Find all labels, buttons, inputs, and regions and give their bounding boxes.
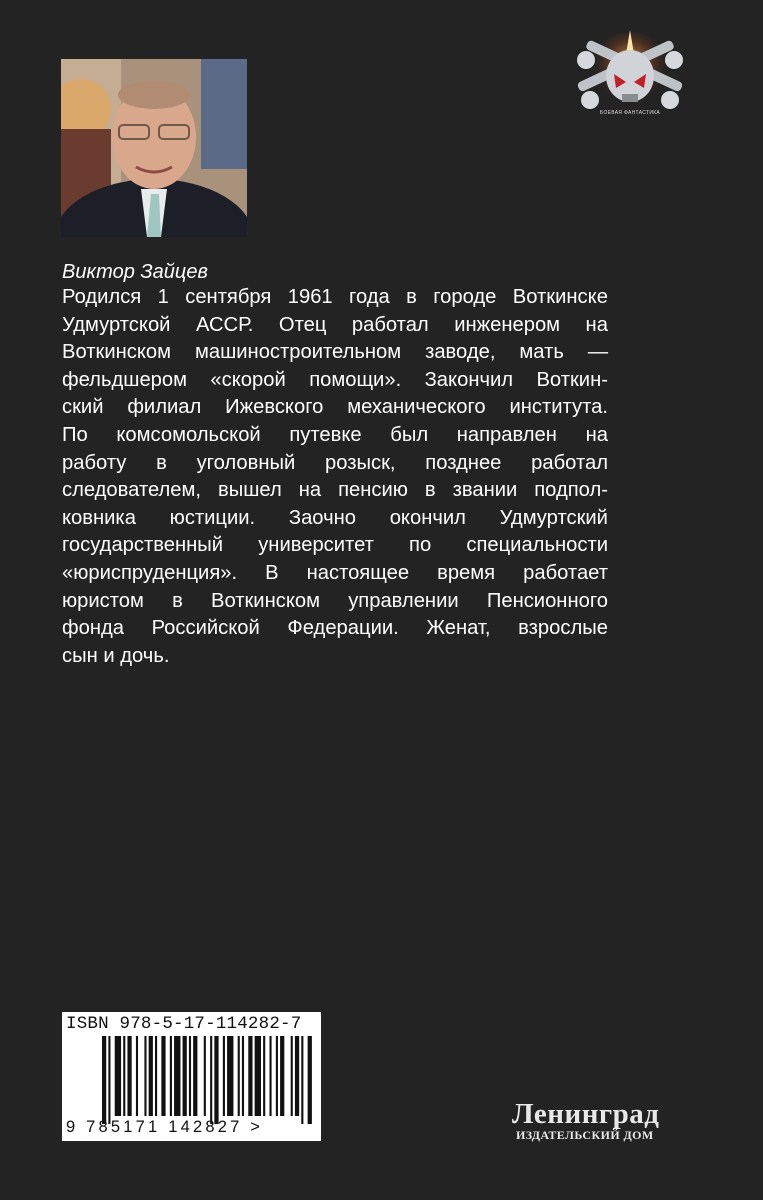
bio-line: «юриспруденция». В настоящее время работает	[62, 561, 608, 584]
author-photo	[61, 59, 247, 237]
barcode-bar	[189, 1036, 191, 1116]
bio-line: юристом в Воткинском управлении Пенсионного	[62, 589, 608, 612]
barcode-bar	[223, 1036, 225, 1116]
barcode-bar	[174, 1036, 180, 1116]
barcode-bar	[144, 1036, 146, 1116]
barcode-bar	[280, 1036, 284, 1116]
author-portrait-image	[61, 59, 247, 237]
barcode-bar	[108, 1036, 110, 1124]
bio-line: фонда Российской Федерации. Женат, взрослые	[62, 617, 608, 640]
barcode-bar	[227, 1036, 233, 1116]
barcode-bar	[255, 1036, 261, 1116]
barcode-bar	[269, 1036, 271, 1116]
barcode-bar	[155, 1036, 157, 1116]
isbn-label: ISBN 978-5-17-114282-7	[66, 1014, 302, 1034]
logo-tagline: БОЕВАЯ ФАНТАСТИКА	[599, 110, 661, 116]
isbn-barcode	[62, 1012, 321, 1141]
barcode-bar	[248, 1036, 252, 1116]
barcode-bar	[193, 1036, 197, 1116]
barcode-bar	[276, 1036, 278, 1116]
barcode-bar	[102, 1036, 106, 1124]
barcode-bar	[183, 1036, 187, 1116]
bio-line: ковника юстиции. Заочно окончил Удмуртский	[62, 506, 608, 529]
barcode-bar	[136, 1036, 138, 1116]
publisher-name: Ленинград	[512, 1098, 660, 1130]
publisher-logo	[512, 1098, 702, 1146]
barcode-digits: 9 785171 142827 >	[66, 1118, 264, 1136]
barcode-bar	[123, 1036, 125, 1116]
barcode-bar	[238, 1036, 240, 1116]
barcode-bar	[115, 1036, 121, 1116]
barcode-graphic	[102, 1036, 314, 1127]
bio-line: фельдшером «скорой помощи». Закончил Воткин-	[62, 368, 608, 391]
publisher-series-logo	[566, 30, 694, 134]
barcode-bar	[204, 1036, 206, 1116]
author-name: Виктор Зайцев	[62, 261, 208, 283]
bio-line: ский филиал Ижевского механического института.	[62, 396, 608, 419]
barcode-bar	[242, 1036, 244, 1116]
bio-line: Родился 1 сентября 1961 года в городе Воткинске	[62, 286, 608, 308]
bio-line: Воткинском машиностроительном заводе, мать —	[62, 341, 608, 364]
bio-line: Удмуртской АССР. Отец работал инженером на	[62, 313, 608, 336]
barcode-bar	[295, 1036, 299, 1116]
barcode-bars	[102, 1036, 314, 1127]
publisher-subtitle: ИЗДАТЕЛЬСКИЙ ДОМ	[516, 1128, 654, 1142]
bio-line: сын и дочь.	[62, 644, 170, 667]
barcode-bar	[149, 1036, 153, 1116]
bio-line: следователем, вышел на пенсию в звании подпол-	[62, 479, 608, 502]
barcode-bar	[127, 1036, 131, 1116]
bio-line: По комсомольской путевке был направлен на	[62, 423, 608, 446]
barcode-bar	[263, 1036, 265, 1116]
author-biography	[62, 284, 608, 670]
barcode-bar	[308, 1036, 312, 1124]
bio-line: государственный университет по специальности	[62, 534, 608, 557]
barcode-bar	[214, 1036, 218, 1124]
barcode-bar	[170, 1036, 172, 1116]
barcode-bar	[301, 1036, 303, 1124]
bio-line: работу в уголовный розыск, позднее работал	[62, 451, 608, 474]
barcode-bar	[210, 1036, 212, 1124]
skull-crossbones-emblem-icon	[566, 30, 694, 134]
barcode-bar	[291, 1036, 293, 1116]
barcode-bar	[161, 1036, 165, 1116]
